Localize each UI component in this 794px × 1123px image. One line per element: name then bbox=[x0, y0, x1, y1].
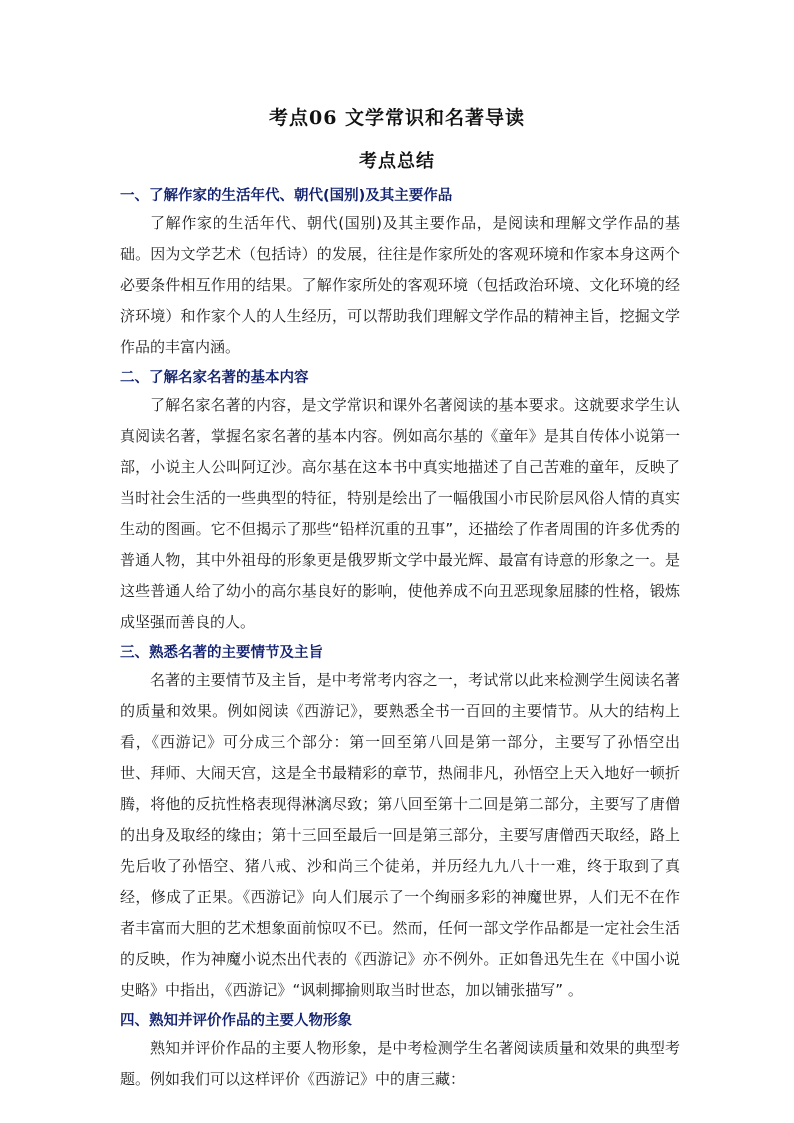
section-paragraph: 名著的主要情节及主旨，是中考常考内容之一，考试常以此来检测学生阅读名著的质量和效果。例如阅读《西游记》，要熟悉全书一百回的主要情节。从大的结构上看，《西游记》可分成三个部分：第一回至第八回是第一部分，主要写了孙悟空出世、拜师、大闹天宫，这是全书最精彩的章节，热闹非凡，孙悟空上天入地好一顿折腾，将他的反抗性格表现得淋漓尽致；第八回至第十二回是第二部分，主要写了唐僧的出身及取经的缘由；第十三回至最后一回是第三部分，主要写唐僧西天取经，路上先后收了孙悟空、猪八戒、沙和尚三个徒弟，并历经九九八十一难，终于取到了真经，修成了正果。《西游记》向人们展示了一个绚丽多彩的神魔世界，人们无不在作者丰富而大胆的艺术想象面前惊叹不已。然而，任何一部文学作品都是一定社会生活的反映，作为神魔小说杰出代表的《西游记》亦不例外。正如鲁迅先生在《中国小说史略》中指出，《西游记》“讽刺揶揄则取当时世态，加以铺张描写” 。 bbox=[120, 671, 680, 999]
document-body bbox=[120, 184, 680, 1098]
section-heading: 二、了解名家名著的基本内容 bbox=[120, 370, 309, 386]
section-heading: 一、了解作家的生活年代、朝代(国别)及其主要作品 bbox=[120, 188, 453, 204]
section-paragraph: 了解名家名著的内容，是文学常识和课外名著阅读的基本要求。这就要求学生认真阅读名著，掌握名家名著的基本内容。例如高尔基的《童年》是其自传体小说第一部，小说主人公叫阿辽沙。高尔基在这本书中真实地描述了自己苦难的童年，反映了当时社会生活的一些典型的特征，特别是绘出了一幅俄国小市民阶层风俗人情的真实生动的图画。它不但揭示了那些“铅样沉重的丑事”，还描绘了作者周围的许多优秀的普通人物，其中外祖母的形象更是俄罗斯文学中最光辉、最富有诗意的形象之一。是这些普通人给了幼小的高尔基良好的影响，使他养成不向丑恶现象屈膝的性格，锻炼成坚强而善良的人。 bbox=[120, 396, 680, 631]
section-3 bbox=[120, 641, 680, 1006]
section-paragraph: 熟知并评价作品的主要人物形象，是中考检测学生名著阅读质量和效果的典型考题。例如我们可以这样评价《西游记》中的唐三藏： bbox=[120, 1039, 680, 1088]
section-heading: 四、熟知并评价作品的主要人物形象 bbox=[120, 1013, 352, 1029]
document-title: 考点06 文学常识和名著导读 bbox=[268, 107, 526, 129]
document-subtitle: 考点总结 bbox=[359, 151, 435, 172]
section-paragraph: 了解作家的生活年代、朝代(国别)及其主要作品，是阅读和理解文学作品的基础。因为文学艺术（包括诗）的发展，往往是作家所处的客观环境和作家本身这两个必要条件相互作用的结果。了解作家所处的客观环境（包括政治环境、文化环境的经济环境）和作家个人的人生经历，可以帮助我们理解文学作品的精神主旨，挖掘文学作品的丰富内涵。 bbox=[120, 214, 680, 356]
section-4 bbox=[120, 1009, 680, 1095]
section-2 bbox=[120, 366, 680, 638]
section-1 bbox=[120, 184, 680, 363]
section-heading: 三、熟悉名著的主要情节及主旨 bbox=[120, 645, 323, 661]
